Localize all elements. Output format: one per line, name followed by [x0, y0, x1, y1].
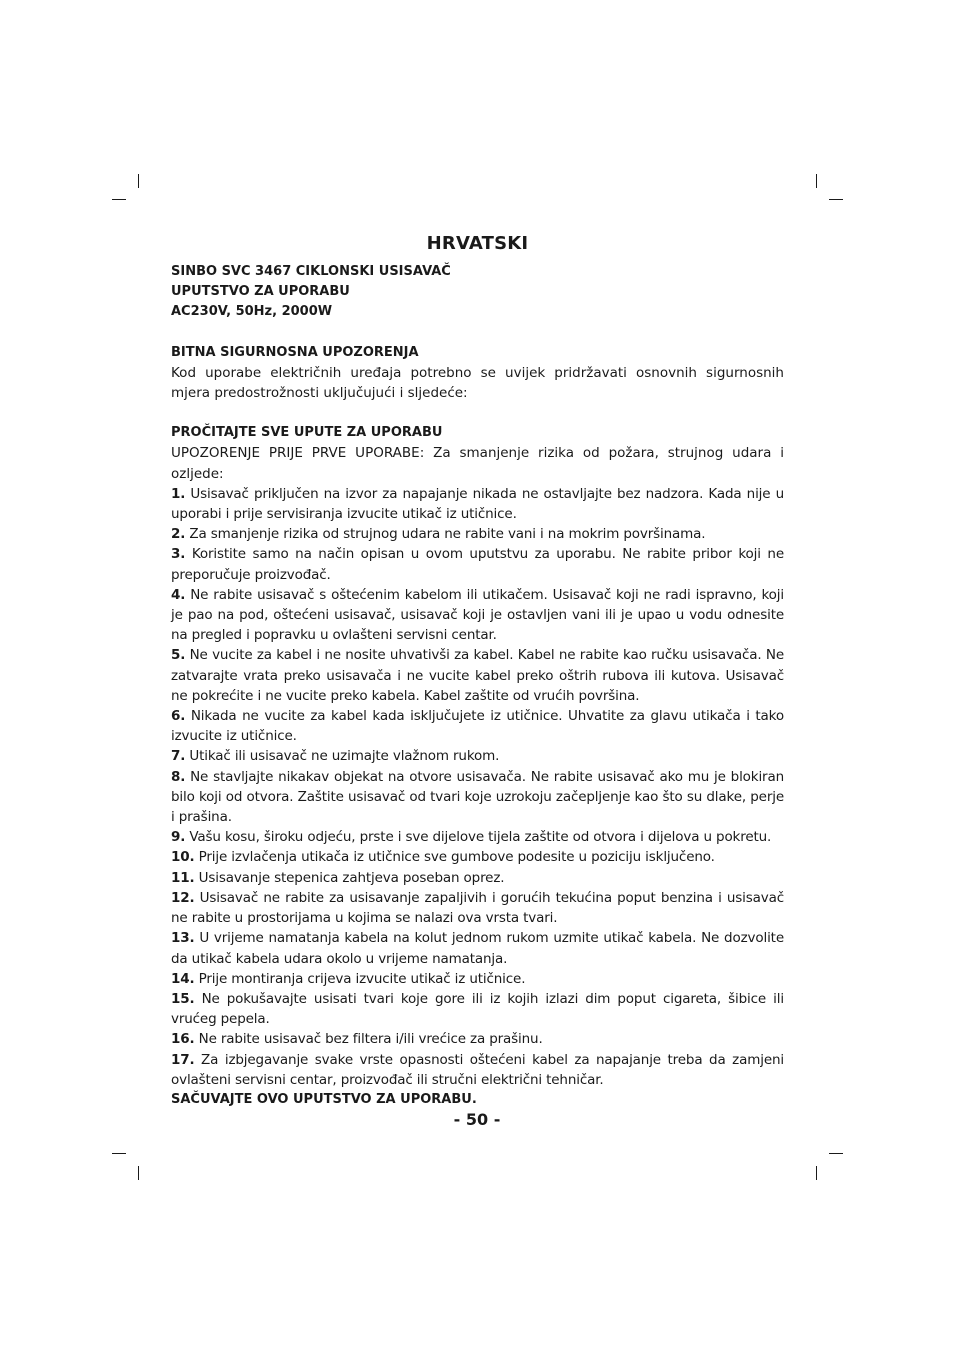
list-item-number: 12. [171, 889, 195, 906]
crop-mark [138, 1166, 139, 1180]
list-item [171, 928, 784, 968]
language-title: HRVATSKI [426, 233, 529, 254]
crop-mark [816, 1166, 817, 1180]
list-item [171, 989, 784, 1029]
list-item [171, 746, 784, 766]
list-item-text: Ne rabite usisavač s oštećenim kabelom ili utikačem. Usisavač koji ne radi ispravno, koji je pao na pod, oštećeni usisavač, usisavač koji je ostavljen vani ili je upao u vodu odnesite na pregled i popravku u ovlašteni servisni centar. [171, 586, 784, 644]
crop-mark [112, 199, 126, 200]
list-item [171, 1029, 784, 1049]
crop-mark [816, 174, 817, 188]
list-item-number: 14. [171, 970, 195, 987]
list-item [171, 645, 784, 706]
list-item-text: Usisavač priključen na izvor za napajanje nikada ne ostavljajte bez nadzora. Kada nije u uporabi i prije servisiranja izvucite utikač iz utičnice. [171, 485, 784, 523]
list-item-number: 11. [171, 869, 195, 886]
instructions-title: PROČITAJTE SVE UPUTE ZA UPORABU [171, 425, 443, 441]
list-item-text: Ne pokušavajte usisati tvari koje gore ili iz kojih izlazi dim poput cigareta, šibice ili vrućeg pepela. [171, 990, 784, 1028]
keep-manual-note: SAČUVAJTE OVO UPUTSTVO ZA UPORABU. [171, 1091, 477, 1107]
list-item [171, 868, 784, 888]
list-item-text: Prije izvlačenja utikača iz utičnice sve gumbove podesite u poziciju isključeno. [198, 849, 715, 866]
list-item-text: Za smanjenje rizika od strujnog udara ne rabite vani i na mokrim površinama. [189, 526, 706, 543]
manual-page-content [171, 232, 784, 1110]
list-item-number: 17. [171, 1051, 195, 1068]
list-item [171, 544, 784, 584]
list-item-number: 16. [171, 1031, 195, 1048]
list-item-number: 3. [171, 546, 186, 563]
list-item-text: Usisavač ne rabite za usisavanje zapaljivih i gorućih tekućina poput benzina i usisavač ne rabite u prostorijama u kojima se nalazi ova vrsta tvari. [171, 889, 784, 927]
safety-intro: Kod uporabe električnih uređaja potrebno se uvijek pridržavati osnovnih sigurnosnih mjera predostrožnosti uključujući i sljedeće: [171, 364, 784, 402]
list-item-text: Vašu kosu, široku odjeću, prste i sve dijelove tijela zaštite od otvora i dijelova u pokretu. [189, 829, 772, 846]
instructions-section [171, 423, 784, 1110]
crop-mark [829, 199, 843, 200]
list-item-number: 7. [171, 748, 186, 765]
list-item-number: 15. [171, 990, 195, 1007]
instruction-list [171, 484, 784, 1090]
safety-section [171, 343, 784, 404]
list-item-number: 13. [171, 930, 195, 947]
safety-title: BITNA SIGURNOSNA UPOZORENJA [171, 344, 419, 360]
list-item-text: Usisavanje stepenica zahtjeva poseban oprez. [198, 869, 505, 886]
list-item [171, 706, 784, 746]
list-item [171, 969, 784, 989]
list-item-text: Ne stavljajte nikakav objekat na otvore usisavača. Ne rabite usisavač ako mu je blokiran bilo koji od otvora. Zaštite usisavač od tvari koje uzrokoju začepljenje kao što su dlake, perje i prašina. [171, 768, 784, 826]
spacer [171, 323, 784, 343]
power-spec: AC230V, 50Hz, 2000W [171, 304, 333, 320]
list-item [171, 767, 784, 828]
list-item [171, 484, 784, 524]
list-item-number: 10. [171, 849, 195, 866]
list-item-number: 6. [171, 708, 186, 725]
list-item-text: Utikač ili usisavač ne uzimajte vlažnom rukom. [189, 748, 500, 765]
crop-mark [829, 1153, 843, 1154]
list-item-text: Prije montiranja crijeva izvucite utikač iz utičnice. [198, 970, 526, 987]
list-item-text: Za izbjegavanje svake vrste opasnosti oštećeni kabel za napajanje treba da zamjeni ovlašteni servisni centar, proizvođač ili stručni električni tehničar. [171, 1051, 784, 1088]
product-name: SINBO SVC 3467 CIKLONSKI USISAVAČ [171, 264, 451, 279]
list-item-text: Koristite samo na način opisan u ovom uputstvu za uporabu. Ne rabite pribor koji ne preporučuje proizvođač. [171, 546, 784, 583]
list-item-number: 2. [171, 526, 186, 543]
first-use-warning: UPOZORENJE PRIJE PRVE UPORABE: Za smanjenje rizika od požara, strujnog udara i ozljede: [171, 445, 784, 482]
list-item-text: Ne vucite za kabel i ne nosite uhvativši za kabel. Kabel ne rabite kao ručku usisavača. Ne zatvarajte vrata preko usisavača i ne vucite kabel preko oštrih rubova ili kutova. Usisavač ne pokrećite i ne vucite preko kabela. Kabel zaštite od vrućih površina. [171, 647, 784, 704]
list-item [171, 847, 784, 867]
manual-title: UPUTSTVO ZA UPORABU [171, 284, 350, 300]
list-item-number: 9. [171, 829, 186, 846]
page-number: - 50 - [453, 1110, 501, 1129]
list-item [171, 524, 784, 544]
list-item-text: Ne rabite usisavač bez filtera i/ili vrećice za prašinu. [198, 1031, 543, 1048]
list-item-number: 4. [171, 586, 186, 603]
list-item-number: 5. [171, 647, 186, 664]
product-header [171, 262, 784, 323]
crop-mark [112, 1153, 126, 1154]
list-item-number: 8. [171, 768, 186, 785]
list-item-number: 1. [171, 485, 186, 502]
list-item [171, 827, 784, 847]
list-item-text: Nikada ne vucite za kabel kada isključujete iz utičnice. Uhvatite za glavu utikača i tako izvucite iz utičnice. [171, 708, 784, 745]
list-item [171, 888, 784, 928]
crop-mark [138, 174, 139, 188]
list-item [171, 585, 784, 646]
spacer [171, 403, 784, 423]
list-item-text: U vrijeme namatanja kabela na kolut jednom rukom uzmite utikač kabela. Ne dozvolite da utikač kabela udara okolo u vrijeme namatanja. [171, 930, 784, 967]
list-item [171, 1050, 784, 1090]
